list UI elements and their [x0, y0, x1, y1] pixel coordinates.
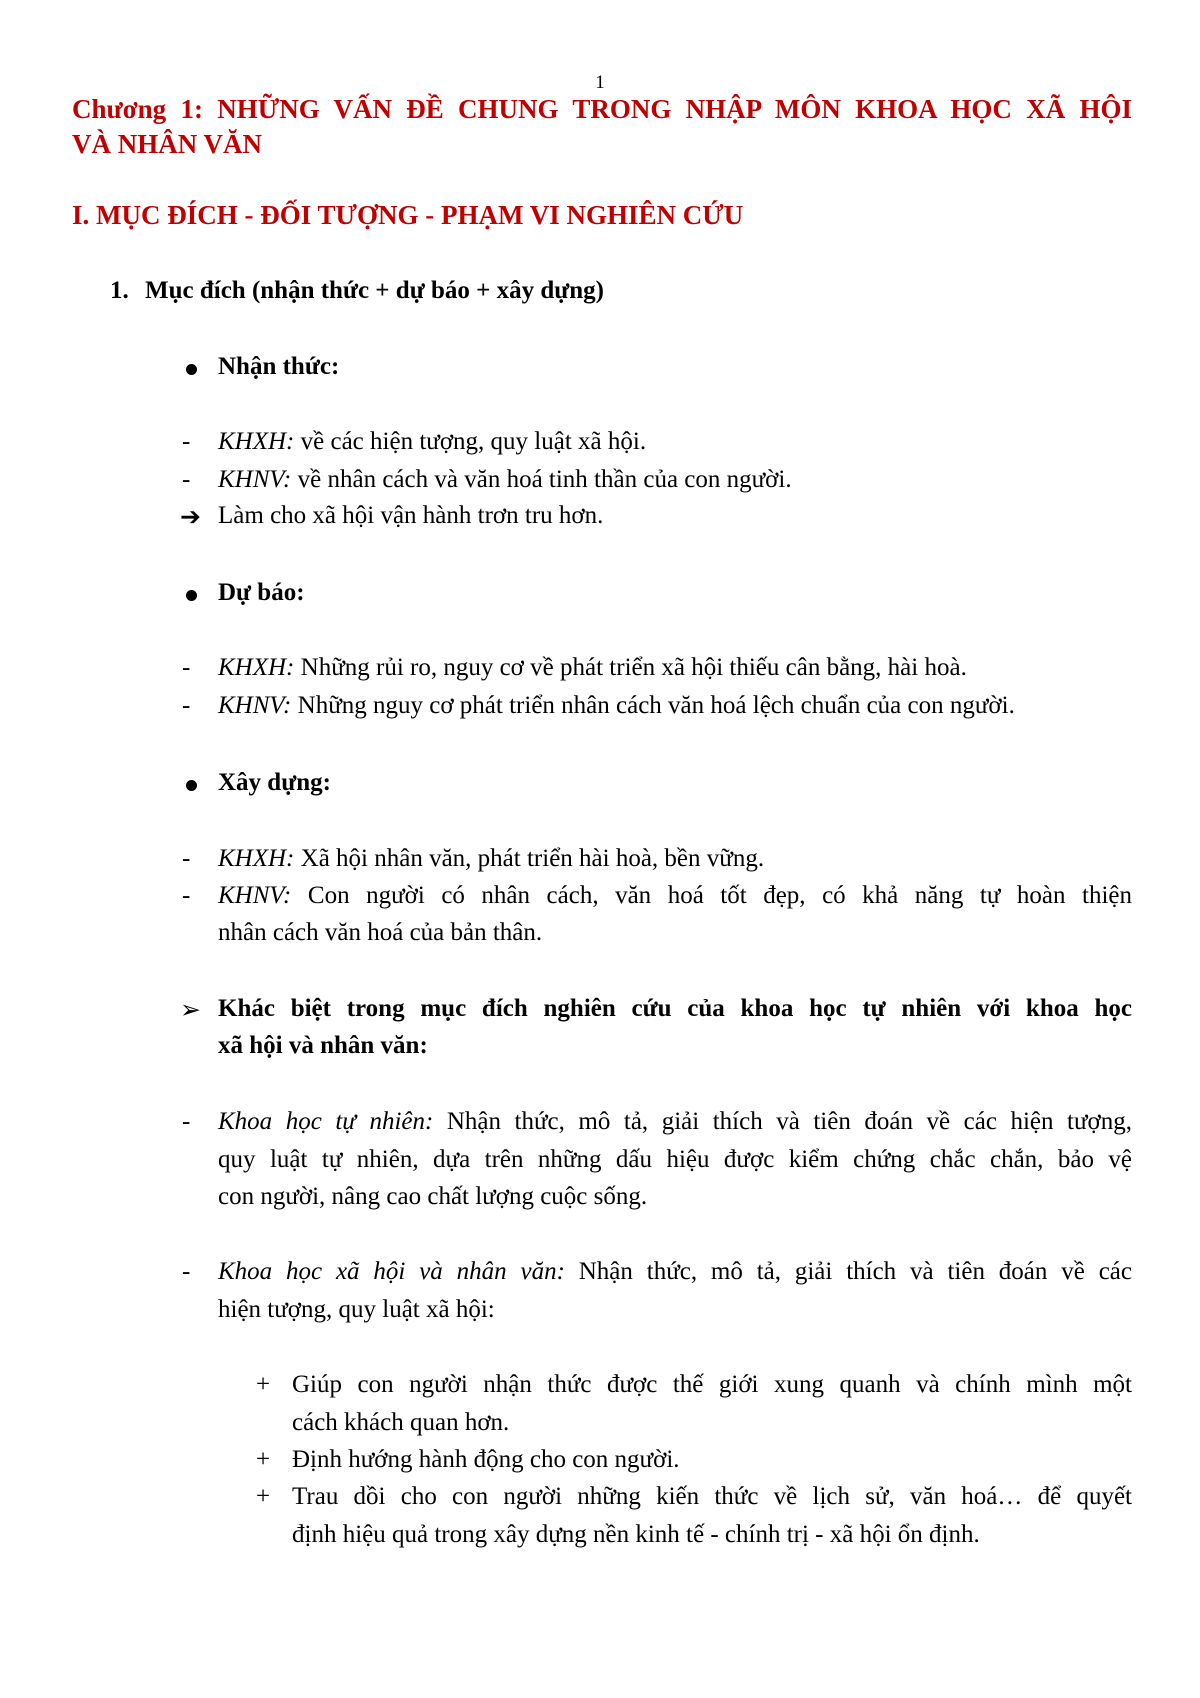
term-label: Khoa học xã hội và nhân văn:	[218, 1258, 565, 1285]
heading-du-bao: Dự báo:	[218, 579, 305, 606]
item-text: về nhân cách và văn hoá tinh thần của con người.	[291, 466, 792, 493]
item-text-continuation: nhân cách văn hoá của bản thân.	[218, 919, 543, 946]
term-label: KHNV:	[218, 882, 292, 909]
item-text: về các hiện tượng, quy luật xã hội.	[294, 428, 647, 455]
natural-science-line1	[218, 1108, 1132, 1136]
term-label: KHXH:	[218, 654, 295, 681]
plus-marker: +	[256, 1446, 271, 1473]
page-number: 1	[595, 72, 605, 93]
natural-science-line2: quy luật tự nhiên, dựa trên những dấu hiệu được kiểm chứng chắc chắn, bảo vệ	[218, 1146, 1132, 1173]
item-text: Con người có nhân cách, văn hoá tốt đẹp, có khả năng tự hoàn thiện	[291, 882, 1132, 909]
plus-marker: +	[256, 1483, 271, 1510]
social-science-line2: hiện tượng, quy luật xã hội:	[218, 1296, 495, 1323]
list-item-khxh	[218, 845, 764, 873]
sub-item-line1: Giúp con người nhận thức được thế giới xung quanh và chính mình một	[292, 1371, 1132, 1398]
section-title: I. MỤC ĐÍCH - ĐỐI TƯỢNG - PHẠM VI NGHIÊN CỨU	[72, 200, 744, 230]
subsection-title: Mục đích (nhận thức + dự báo + xây dựng)	[145, 277, 604, 304]
term-label: KHNV:	[218, 466, 292, 493]
list-item-khnv	[218, 466, 792, 494]
plus-marker: +	[256, 1371, 271, 1398]
item-text: Nhận thức, mô tả, giải thích và tiên đoán về các	[564, 1258, 1132, 1285]
heading-xay-dung: Xây dựng:	[218, 769, 331, 796]
sub-item-line1: Trau dồi cho con người những kiến thức về lịch sử, văn hoá… để quyết	[292, 1483, 1132, 1510]
item-text: Những rủi ro, nguy cơ về phát triển xã hội thiếu cân bằng, hài hoà.	[294, 654, 967, 681]
chapter-title-line2: VÀ NHÂN VĂN	[72, 129, 263, 159]
term-label: KHNV:	[218, 692, 292, 719]
subsection-number: 1.	[110, 277, 129, 304]
sub-item-line1: Định hướng hành động cho con người.	[292, 1446, 680, 1473]
sub-item-line2: định hiệu quả trong xây dựng nền kinh tế - chính trị - xã hội ổn định.	[292, 1521, 980, 1548]
term-label: KHXH:	[218, 845, 295, 872]
natural-science-line3: con người, nâng cao chất lượng cuộc sống.	[218, 1183, 648, 1210]
term-label: Khoa học tự nhiên:	[218, 1108, 434, 1135]
item-text: Nhận thức, mô tả, giải thích và tiên đoán về các hiện tượng,	[433, 1108, 1132, 1135]
item-text: Những nguy cơ phát triển nhân cách văn hoá lệch chuẩn của con người.	[291, 692, 1015, 719]
bullet-dot-icon	[186, 780, 197, 791]
bullet-dot-icon	[186, 590, 197, 601]
list-item-khxh	[218, 428, 646, 456]
social-science-line1	[218, 1258, 1132, 1286]
list-item-khnv	[218, 692, 1015, 720]
dash-marker: -	[182, 466, 191, 493]
bullet-dot-icon	[186, 364, 197, 375]
dash-marker: -	[182, 1258, 191, 1285]
dash-marker: -	[182, 882, 191, 909]
term-label: KHXH:	[218, 428, 295, 455]
list-item-khxh	[218, 654, 967, 682]
arrow-icon: ➔	[180, 504, 201, 531]
dash-marker: -	[182, 1108, 191, 1135]
dash-marker: -	[182, 692, 191, 719]
difference-heading-line1: Khác biệt trong mục đích nghiên cứu của khoa học tự nhiên với khoa học	[218, 995, 1132, 1022]
heading-nhan-thuc: Nhận thức:	[218, 353, 340, 380]
item-text: Xã hội nhân văn, phát triển hài hoà, bền vững.	[294, 845, 765, 872]
dash-marker: -	[182, 654, 191, 681]
arrowhead-icon: ➢	[180, 997, 201, 1024]
dash-marker: -	[182, 428, 191, 455]
list-item-khnv	[218, 882, 1132, 910]
conclusion-text: Làm cho xã hội vận hành trơn tru hơn.	[218, 502, 604, 529]
difference-heading-line2: xã hội và nhân văn:	[218, 1032, 428, 1059]
chapter-title-line1: Chương 1: NHỮNG VẤN ĐỀ CHUNG TRONG NHẬP MÔN KHOA HỌC XÃ HỘI	[72, 94, 1132, 124]
dash-marker: -	[182, 845, 191, 872]
sub-item-line2: cách khách quan hơn.	[292, 1409, 510, 1436]
